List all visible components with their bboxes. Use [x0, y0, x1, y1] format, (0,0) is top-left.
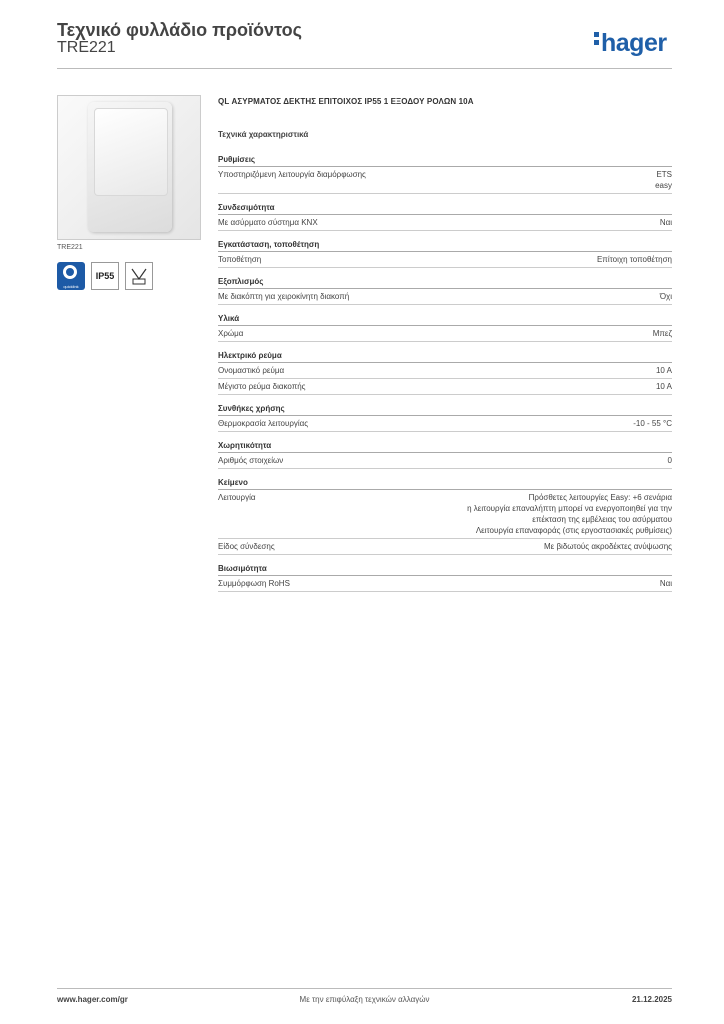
spec-label: Λειτουργία: [218, 493, 256, 502]
spec-label: Χρώμα: [218, 329, 244, 338]
spec-row: [218, 490, 672, 539]
spec-row: [218, 379, 672, 395]
photo-caption: TRE221: [57, 244, 83, 251]
spec-value: [660, 578, 672, 589]
spec-value-line: 10 A: [655, 366, 672, 375]
spec-list: [218, 155, 672, 601]
wiring-symbol-icon: [125, 262, 153, 290]
hager-logo: [594, 29, 667, 58]
header-divider: [57, 68, 672, 69]
page-title: Τεχνικό φυλλάδιο προϊόντος: [57, 20, 302, 40]
spec-value: [656, 381, 672, 392]
quicklink-badge-icon: [57, 262, 85, 290]
spec-label: Με διακόπτη για χειροκίνητη διακοπή: [218, 292, 350, 301]
spec-row: [218, 252, 672, 268]
spec-section: [218, 314, 672, 342]
technical-characteristics-heading: Τεχνικά χαρακτηριστικά: [218, 130, 309, 139]
footer-website: www.hager.com/gr: [57, 995, 128, 1004]
spec-value-line: Ναι: [659, 579, 672, 588]
spec-row: [218, 167, 672, 194]
spec-value: [467, 492, 672, 536]
spec-section: [218, 203, 672, 231]
logo-text: hager: [601, 29, 667, 57]
spec-label: Μέγιστο ρεύμα διακοπής: [218, 382, 306, 391]
spec-section: [218, 564, 672, 592]
spec-section: [218, 351, 672, 395]
spec-label: Υποστηριζόμενη λειτουργία διαμόρφωσης: [218, 170, 366, 179]
spec-section-title: Ηλεκτρικό ρεύμα: [218, 351, 672, 363]
spec-value-line: η λειτουργία επαναλήπτη μπορεί να ενεργοποιηθεί για την: [467, 504, 672, 513]
spec-row: [218, 215, 672, 231]
spec-section-title: Συνθήκες χρήσης: [218, 404, 672, 416]
spec-label: Τοποθέτηση: [218, 255, 262, 264]
spec-row: [218, 539, 672, 555]
spec-row: [218, 576, 672, 592]
spec-label: Είδος σύνδεσης: [218, 542, 275, 551]
spec-value-line: ETS: [656, 170, 672, 179]
spec-value-line: Μπεζ: [652, 329, 672, 338]
spec-value-line: 10 A: [655, 382, 672, 391]
spec-value: [655, 169, 672, 191]
ip55-badge: IP55: [91, 262, 119, 290]
spec-section-title: Κείμενο: [218, 478, 672, 490]
logo-dots-icon: [594, 32, 599, 48]
spec-row: [218, 416, 672, 432]
spec-section-title: Εγκατάσταση, τοποθέτηση: [218, 240, 672, 252]
spec-section: [218, 441, 672, 469]
spec-value: [653, 328, 672, 339]
product-name: QL ΑΣΥΡΜΑΤΟΣ ΔΕΚΤΗΣ ΕΠΙΤΟΙΧΟΣ IP55 1 ΕΞΟΔΟΥ ΡΟΛΩΝ 10A: [218, 97, 474, 106]
spec-label: Ονομαστικό ρεύμα: [218, 366, 285, 375]
spec-value-line: Πρόσθετες λειτουργίες Easy: +6 σενάρια: [528, 493, 672, 502]
spec-row: [218, 363, 672, 379]
spec-value: [597, 254, 672, 265]
spec-value-line: 0: [667, 456, 672, 465]
spec-value: [668, 455, 672, 466]
spec-value-line: -10 - 55 °C: [633, 419, 672, 428]
product-reference: TRE221: [57, 39, 116, 56]
spec-label: Συμμόρφωση RoHS: [218, 579, 290, 588]
spec-section-title: Ρυθμίσεις: [218, 155, 672, 167]
spec-section-title: Βιωσιμότητα: [218, 564, 672, 576]
spec-section-title: Υλικά: [218, 314, 672, 326]
spec-section-title: Συνδεσιμότητα: [218, 203, 672, 215]
spec-value: [660, 291, 672, 302]
spec-section: [218, 240, 672, 268]
spec-value: [660, 217, 672, 228]
spec-section: [218, 404, 672, 432]
spec-label: Θερμοκρασία λειτουργίας: [218, 419, 309, 428]
product-photo: [57, 95, 201, 240]
footer-divider: [57, 988, 672, 989]
quicklink-badge-text: quicklink: [63, 284, 79, 289]
spec-section-title: Χωρητικότητα: [218, 441, 672, 453]
spec-value-line: Λειτουργία επαναφοράς (στις εργοστασιακές ρυθμίσεις): [475, 526, 672, 535]
spec-section: [218, 155, 672, 194]
spec-value: [544, 541, 672, 552]
spec-section-title: Εξοπλισμός: [218, 277, 672, 289]
spec-value: [656, 365, 672, 376]
spec-label: Αριθμός στοιχείων: [218, 456, 284, 465]
spec-section: [218, 478, 672, 555]
spec-section: [218, 277, 672, 305]
spec-value-line: Επίτοιχη τοποθέτηση: [596, 255, 672, 264]
badge-row: [57, 262, 153, 290]
spec-label: Με ασύρματο σύστημα KNX: [218, 218, 318, 227]
spec-row: [218, 453, 672, 469]
spec-value-line: επέκταση της εμβέλειας του ασύρματου: [532, 515, 672, 524]
spec-value-line: Ναι: [659, 218, 672, 227]
spec-value: [633, 418, 672, 429]
spec-value-line: Όχι: [659, 292, 672, 301]
spec-row: [218, 326, 672, 342]
footer-date: 21.12.2025: [631, 995, 672, 1004]
spec-value-line: Με βιδωτούς ακροδέκτες ανύψωσης: [543, 542, 672, 551]
spec-value-line: easy: [655, 181, 672, 190]
spec-row: [218, 289, 672, 305]
footer-notice: Με την επιφύλαξη τεχνικών αλλαγών: [299, 995, 430, 1004]
